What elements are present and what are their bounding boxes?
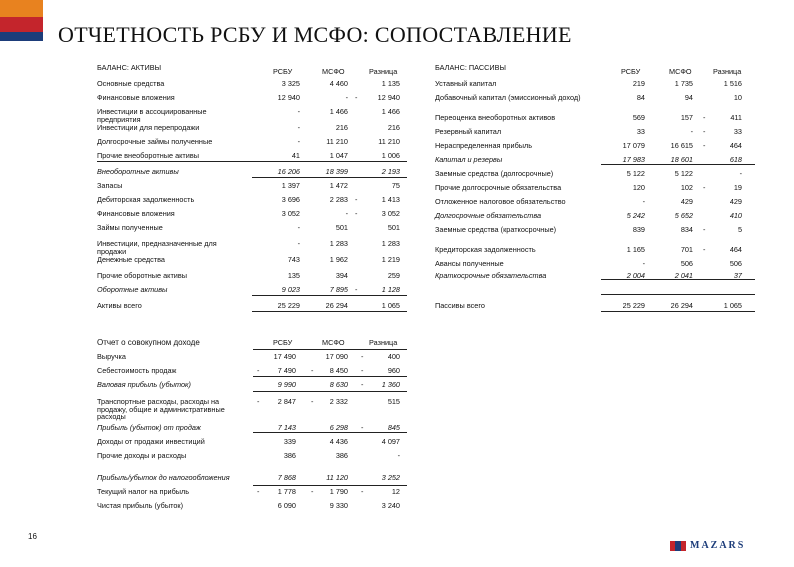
assets-cell-msfo: 2 283 (329, 195, 348, 204)
liabilities-row-label: Отложенное налоговое обязательство (435, 197, 566, 206)
assets-cell-msfo: 1 283 (329, 239, 348, 248)
assets-row-label: Основные средства (97, 79, 165, 88)
assets-title: БАЛАНС: АКТИВЫ (97, 63, 162, 72)
mazars-logo-icon (670, 541, 686, 551)
income-row-label: Транспортные расходы, расходы на продажу, общие и административные расходы (97, 397, 225, 422)
income-cell-msfo: 4 436 (329, 437, 348, 446)
liabilities-rule-line (601, 279, 755, 280)
assets-cell-msfo: 7 895 (329, 285, 348, 294)
assets-cell-msfo: 1 466 (329, 107, 348, 116)
income-minus-sign: - (361, 487, 364, 496)
assets-cell-rsbu: 16 206 (277, 167, 300, 176)
assets-cell-diff: 216 (387, 123, 400, 132)
income-cell-rsbu: 9 990 (277, 380, 296, 389)
assets-cell-msfo: 216 (335, 123, 348, 132)
income-cell-diff: 845 (387, 423, 400, 432)
income-row-label: Доходы от продажи инвестиций (97, 437, 205, 446)
income-row-label: Текущий налог на прибыль (97, 487, 190, 496)
liabilities-minus-sign: - (703, 245, 706, 254)
assets-cell-rsbu: 41 (291, 151, 300, 160)
income-row-label: Прибыль/убыток до налогообложения (97, 473, 230, 482)
assets-cell-diff: 1 283 (381, 239, 400, 248)
assets-cell-diff: 75 (391, 181, 400, 190)
liabilities-cell-rsbu: 84 (636, 93, 645, 102)
assets-cell-diff: 1 219 (381, 255, 400, 264)
income-rule-line (253, 432, 407, 433)
liabilities-cell-rsbu: 5 122 (626, 169, 645, 178)
liabilities-cell-rsbu: 1 165 (626, 245, 645, 254)
assets-cell-diff: 1 128 (381, 285, 400, 294)
liabilities-rule-line (601, 294, 755, 295)
income-cell-rsbu: 17 490 (273, 352, 296, 361)
income-cell-msfo: 2 332 (329, 397, 348, 406)
liabilities-header-diff: Разница (713, 67, 742, 76)
income-cell-msfo: 17 090 (325, 352, 348, 361)
assets-cell-msfo: 501 (335, 223, 348, 232)
income-rule-line (253, 349, 407, 350)
assets-row-label: Финансовые вложения (97, 93, 175, 102)
liabilities-cell-rsbu: 120 (632, 183, 645, 192)
income-cell-rsbu: 386 (283, 451, 296, 460)
liabilities-cell-diff: 411 (730, 113, 742, 122)
income-cell-msfo: 9 330 (329, 501, 348, 510)
income-cell-diff: 4 097 (381, 437, 400, 446)
income-minus-sign: - (257, 366, 260, 375)
mazars-logo (670, 540, 745, 551)
income-cell-rsbu: 7 143 (277, 423, 296, 432)
income-cell-diff: 12 (391, 487, 400, 496)
liabilities-cell-diff: 33 (733, 127, 742, 136)
assets-rule-line (252, 295, 407, 296)
assets-row-label: Долгосрочные займы полученные (97, 137, 213, 146)
income-cell-msfo: 8 450 (329, 366, 348, 375)
liabilities-cell-diff: - (739, 169, 742, 178)
assets-cell-msfo: 1 472 (329, 181, 348, 190)
income-table (97, 338, 407, 518)
liabilities-row-label: Заемные средства (краткосрочные) (435, 225, 557, 234)
assets-minus-sign: - (355, 209, 358, 218)
assets-row-label: Инвестиции в ассоциированные предприятия (97, 107, 207, 124)
income-title: Отчет о совокупном доходе (97, 338, 200, 347)
liabilities-row-label: Авансы полученные (435, 259, 504, 268)
assets-rule-line (97, 161, 407, 162)
liabilities-cell-msfo: 506 (680, 259, 693, 268)
liabilities-cell-rsbu: - (642, 259, 645, 268)
liabilities-cell-msfo: 1 735 (674, 79, 693, 88)
liabilities-cell-diff: 1 516 (723, 79, 742, 88)
assets-row-label: Дебиторская задолженность (97, 195, 195, 204)
brand-bar-navy (0, 32, 43, 41)
income-header-diff: Разница (369, 338, 398, 347)
assets-header-diff: Разница (369, 67, 398, 76)
income-rule-line (253, 376, 407, 377)
assets-cell-diff: 501 (387, 223, 400, 232)
income-cell-diff: - (397, 451, 400, 460)
income-minus-sign: - (361, 423, 364, 432)
page-number: 16 (28, 532, 37, 541)
liabilities-row-label: Капитал и резервы (435, 155, 503, 164)
liabilities-row-label: Краткосрочные обязательства (435, 271, 547, 280)
income-cell-msfo: 8 630 (329, 380, 348, 389)
income-rule-line (253, 391, 407, 392)
assets-cell-rsbu: 12 940 (277, 93, 300, 102)
brand-bar-orange (0, 0, 43, 17)
assets-cell-diff: 1 135 (381, 79, 400, 88)
income-header-rsbu: РСБУ (273, 338, 293, 347)
assets-row-label: Займы полученные (97, 223, 163, 232)
assets-cell-diff: 1 065 (381, 301, 400, 310)
liabilities-cell-msfo: 5 652 (674, 211, 693, 220)
income-rule-line (253, 485, 407, 486)
income-cell-diff: 400 (387, 352, 400, 361)
liabilities-cell-rsbu: 33 (636, 127, 645, 136)
assets-row-label: Активы всего (97, 301, 142, 310)
liabilities-cell-msfo: - (690, 127, 693, 136)
assets-cell-rsbu: - (297, 223, 300, 232)
liabilities-cell-rsbu: 25 229 (622, 301, 645, 310)
liabilities-cell-diff: 5 (737, 225, 742, 234)
mazars-logo-text: MAZARS (690, 540, 746, 551)
income-cell-rsbu: 339 (283, 437, 296, 446)
assets-rule-line (252, 177, 407, 178)
liabilities-row-label: Заемные средства (долгосрочные) (435, 169, 554, 178)
liabilities-cell-rsbu: 839 (632, 225, 645, 234)
liabilities-cell-rsbu: 2 004 (626, 271, 645, 280)
liabilities-cell-rsbu: 219 (632, 79, 645, 88)
income-cell-diff: 1 360 (381, 380, 400, 389)
income-row-label: Прибыль (убыток) от продаж (97, 423, 201, 432)
income-cell-rsbu: 6 090 (277, 501, 296, 510)
income-cell-diff: 515 (387, 397, 400, 406)
assets-cell-msfo: 394 (335, 271, 348, 280)
assets-row-label: Внеоборотные активы (97, 167, 179, 176)
liabilities-cell-diff: 410 (729, 211, 742, 220)
income-cell-msfo: 386 (335, 451, 348, 460)
liabilities-cell-diff: 464 (729, 141, 742, 150)
liabilities-row-label: Долгосрочные обязательства (435, 211, 542, 220)
income-header-msfo: МСФО (322, 338, 345, 347)
assets-cell-diff: 1 006 (381, 151, 400, 160)
liabilities-cell-msfo: 18 601 (670, 155, 693, 164)
assets-cell-diff: 1 466 (381, 107, 400, 116)
assets-cell-msfo: 18 399 (325, 167, 348, 176)
liabilities-cell-rsbu: 5 242 (626, 211, 645, 220)
liabilities-cell-rsbu: 17 983 (622, 155, 645, 164)
assets-cell-rsbu: - (297, 137, 300, 146)
income-cell-msfo: 6 298 (329, 423, 348, 432)
liabilities-row-label: Нераспределенная прибыль (435, 141, 533, 150)
income-minus-sign: - (311, 397, 314, 406)
income-minus-sign: - (311, 487, 314, 496)
assets-cell-rsbu: 3 325 (281, 79, 300, 88)
income-cell-diff: 960 (387, 366, 400, 375)
liabilities-cell-diff: 506 (729, 259, 742, 268)
assets-rule-line (252, 311, 407, 312)
liabilities-row-label: Пассивы всего (435, 301, 485, 310)
liabilities-cell-msfo: 94 (684, 93, 693, 102)
income-minus-sign: - (257, 397, 260, 406)
liabilities-rule-line (601, 311, 755, 312)
liabilities-cell-diff: 429 (729, 197, 742, 206)
liabilities-row-label: Резервный капитал (435, 127, 502, 136)
liabilities-cell-rsbu: - (642, 197, 645, 206)
liabilities-cell-msfo: 834 (680, 225, 693, 234)
assets-cell-msfo: - (345, 93, 348, 102)
income-cell-msfo: 1 790 (329, 487, 348, 496)
liabilities-cell-diff: 618 (729, 155, 742, 164)
assets-cell-diff: 3 052 (381, 209, 400, 218)
liabilities-header-msfo: МСФО (669, 67, 692, 76)
income-cell-rsbu: 7 868 (277, 473, 296, 482)
liabilities-cell-msfo: 157 (680, 113, 693, 122)
liabilities-cell-diff: 464 (729, 245, 742, 254)
assets-row-label: Денежные средства (97, 255, 165, 264)
assets-row-label: Инвестиции, предназначенные для продажи (97, 239, 217, 256)
assets-cell-msfo: - (345, 209, 348, 218)
liabilities-cell-msfo: 102 (680, 183, 693, 192)
assets-cell-diff: 1 413 (381, 195, 400, 204)
liabilities-minus-sign: - (703, 225, 706, 234)
income-cell-rsbu: 7 490 (277, 366, 296, 375)
income-cell-rsbu: 2 847 (277, 397, 296, 406)
assets-cell-rsbu: - (297, 123, 300, 132)
assets-cell-msfo: 11 210 (326, 137, 348, 146)
income-row-label: Прочие доходы и расходы (97, 451, 187, 460)
liabilities-minus-sign: - (703, 183, 706, 192)
income-cell-diff: 3 252 (381, 473, 400, 482)
assets-cell-rsbu: 743 (287, 255, 300, 264)
assets-cell-rsbu: 135 (287, 271, 300, 280)
assets-cell-msfo: 4 460 (329, 79, 348, 88)
income-minus-sign: - (361, 366, 364, 375)
assets-cell-rsbu: 3 696 (281, 195, 300, 204)
income-cell-rsbu: 1 778 (277, 487, 296, 496)
income-row-label: Себестоимость продаж (97, 366, 177, 375)
liabilities-rule-line (601, 164, 755, 165)
assets-table (97, 64, 407, 314)
page-title: ОТЧЕТНОСТЬ РСБУ И МСФО: СОПОСТАВЛЕНИЕ (58, 22, 572, 47)
assets-cell-msfo: 26 294 (325, 301, 348, 310)
liabilities-row-label: Кредиторская задолженность (435, 245, 536, 254)
liabilities-header-rsbu: РСБУ (621, 67, 641, 76)
assets-row-label: Прочие оборотные активы (97, 271, 187, 280)
assets-minus-sign: - (355, 195, 358, 204)
income-row-label: Чистая прибыль (убыток) (97, 501, 184, 510)
income-minus-sign: - (361, 380, 364, 389)
liabilities-cell-diff: 37 (733, 271, 742, 280)
liabilities-minus-sign: - (703, 113, 706, 122)
income-minus-sign: - (311, 366, 314, 375)
assets-minus-sign: - (355, 285, 358, 294)
liabilities-row-label: Добавочный капитал (эмиссионный доход) (435, 93, 581, 102)
assets-cell-rsbu: - (297, 107, 300, 116)
assets-header-msfo: МСФО (322, 67, 345, 76)
assets-row-label: Инвестиции для перепродажи (97, 123, 200, 132)
liabilities-minus-sign: - (703, 141, 706, 150)
liabilities-row-label: Переоценка внеоборотных активов (435, 113, 556, 122)
liabilities-cell-diff: 10 (733, 93, 742, 102)
liabilities-cell-msfo: 26 294 (670, 301, 693, 310)
liabilities-cell-rsbu: 569 (632, 113, 645, 122)
liabilities-cell-msfo: 429 (680, 197, 693, 206)
assets-cell-rsbu: 9 023 (281, 285, 300, 294)
liabilities-cell-rsbu: 17 079 (622, 141, 645, 150)
income-row-label: Валовая прибыль (убыток) (97, 380, 191, 389)
assets-cell-rsbu: 1 397 (281, 181, 300, 190)
assets-cell-rsbu: - (297, 239, 300, 248)
assets-cell-diff: 259 (387, 271, 400, 280)
brand-bar-red (0, 17, 43, 32)
income-cell-diff: 3 240 (381, 501, 400, 510)
liabilities-cell-diff: 19 (733, 183, 742, 192)
assets-cell-diff: 11 210 (378, 137, 400, 146)
assets-cell-msfo: 1 047 (329, 151, 348, 160)
assets-header-rsbu: РСБУ (273, 67, 293, 76)
liabilities-minus-sign: - (703, 127, 706, 136)
liabilities-row-label: Прочие долгосрочные обязательства (435, 183, 562, 192)
liabilities-cell-msfo: 16 615 (670, 141, 693, 150)
assets-cell-rsbu: 25 229 (277, 301, 300, 310)
assets-row-label: Прочие внеоборотные активы (97, 151, 199, 160)
assets-cell-msfo: 1 962 (329, 255, 348, 264)
income-row-label: Выручка (97, 352, 126, 361)
income-minus-sign: - (257, 487, 260, 496)
liabilities-row-label: Уставный капитал (435, 79, 497, 88)
income-minus-sign: - (361, 352, 364, 361)
liabilities-table (435, 64, 755, 314)
assets-row-label: Запасы (97, 181, 123, 190)
assets-row-label: Оборотные активы (97, 285, 168, 294)
assets-cell-diff: 12 940 (377, 93, 400, 102)
liabilities-cell-msfo: 701 (680, 245, 693, 254)
assets-cell-rsbu: 3 052 (281, 209, 300, 218)
income-cell-msfo: 11 120 (326, 473, 348, 482)
liabilities-title: БАЛАНС: ПАССИВЫ (435, 63, 506, 72)
liabilities-cell-msfo: 5 122 (674, 169, 693, 178)
assets-minus-sign: - (355, 93, 358, 102)
liabilities-cell-msfo: 2 041 (674, 271, 693, 280)
assets-cell-diff: 2 193 (381, 167, 400, 176)
assets-row-label: Финансовые вложения (97, 209, 175, 218)
liabilities-cell-diff: 1 065 (723, 301, 742, 310)
